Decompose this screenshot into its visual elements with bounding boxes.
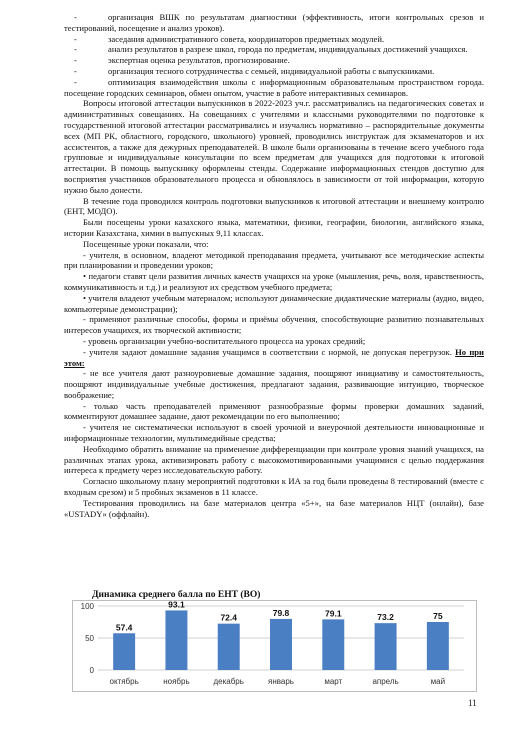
data-label: 75 xyxy=(433,611,443,621)
bar xyxy=(427,622,449,670)
paragraph-text: Необходимо обратить внимание на применение дифференциации при контроле уровня знаний учащихся, на различных этапах урока, активизировать работу с высокомотивированными учащимися с целью поддержания интереса к предмету через исследовательскую работу. xyxy=(64,443,484,476)
bar xyxy=(218,624,240,670)
paragraph xyxy=(64,239,484,250)
paragraph-text: - учителя не систематически используют в своей урочной и внеурочной деятельности инновационные и информационные технологии, мультимедийные средства; xyxy=(64,422,484,444)
paragraph xyxy=(64,336,484,347)
x-tick-label: ноябрь xyxy=(163,677,190,686)
paragraph-text: экспертная оценка результатов, прогнозирование. xyxy=(108,55,290,66)
x-tick-label: март xyxy=(324,677,343,686)
bar xyxy=(165,610,187,670)
paragraph-text: оптимизация взаимодействия школы с информационным образовательным пространством города. посещение городских семинаров, обмен опытом, участие в работе интерактивных семинаров. xyxy=(64,76,484,98)
paragraph-text: анализ результатов в разрезе школ, города по предметам, индивидуальных достижений учащихся. xyxy=(108,44,468,55)
x-tick-label: октябрь xyxy=(109,677,139,686)
data-label: 57.4 xyxy=(115,622,133,633)
emphasis-text: Но при этом: xyxy=(64,346,484,368)
y-tick-label: 100 xyxy=(80,602,94,611)
list-dash: - xyxy=(74,12,77,22)
list-item xyxy=(64,55,484,66)
x-tick-label: апрель xyxy=(372,677,399,686)
paragraph-text: организация ВШК по результатам диагностики (эффективность, итоги контрольных срезов и тестирований, посещение и анализ уроков). xyxy=(64,12,484,33)
paragraph xyxy=(64,293,484,315)
page-number: 11 xyxy=(468,698,477,708)
paragraph xyxy=(64,196,484,218)
x-tick-label: декабрь xyxy=(213,677,244,686)
paragraph-text: - учителя задают домашние задания учащимся в соответствии с нормой, не допуская перегрузок. xyxy=(83,346,452,357)
paragraph xyxy=(64,422,484,444)
paragraph-text: Согласно школьному плану мероприятий подготовки к ИА за год были проведены 8 тестирований (вместе с входным срезом) и 5 пробных экзаменов в 11 классе. xyxy=(64,476,484,498)
list-item xyxy=(64,66,484,77)
list-dash: - xyxy=(74,44,77,55)
bar xyxy=(270,619,292,670)
paragraph-text: организация тесного сотрудничества с семьей, индивидуальной работы с выпускниками. xyxy=(108,65,435,76)
paragraph-text: заседания административного совета, координаторов предметных модулей. xyxy=(108,33,385,44)
paragraph-text: - уровень организации учебно-воспитательного процесса на уроках средний; xyxy=(83,335,366,346)
paragraph-text: Были посещены уроки казахского языка, математики, физики, географии, биологии, английского языка, истории Казахстана, химии в выпускных 9,11 классах. xyxy=(64,217,484,238)
bar xyxy=(375,623,397,670)
list-dash: - xyxy=(74,65,77,76)
chart-title: Динамика среднего балла по ЕНТ (ВО) xyxy=(92,590,261,600)
paragraph-text: Тестирования проводились на базе материалов центра «5+», на базе материалов НЦТ (онлайн), базе «USTADY» (оффлайн). xyxy=(64,497,484,519)
paragraph xyxy=(64,217,484,239)
paragraph xyxy=(64,476,484,498)
data-label: 73.2 xyxy=(377,612,394,623)
paragraph xyxy=(64,368,484,400)
data-label: 79.1 xyxy=(325,608,342,619)
list-item xyxy=(64,77,484,99)
y-tick-label: 50 xyxy=(85,634,94,643)
paragraph-text: В течение года проводился контроль подготовки выпускников к итоговой аттестации и внешнему контролю (ЕНТ, МОДО). xyxy=(64,195,484,217)
paragraph-text: Посещенные уроки показали, что: xyxy=(83,238,209,249)
data-label: 72.4 xyxy=(220,612,237,623)
paragraph xyxy=(64,498,484,520)
paragraph-text: - применяют различные способы, формы и приёмы обучения, способствующие развитию познавательных интересов учащихся, их творческой активности; xyxy=(64,314,484,336)
paragraph xyxy=(64,347,484,369)
x-tick-label: май xyxy=(430,677,446,686)
bar-chart xyxy=(72,600,477,692)
bar xyxy=(113,633,135,670)
paragraph xyxy=(64,98,484,195)
paragraph-text: - только часть преподавателей применяют разнообразные формы проверки домашних заданий, комментируют домашнее задание, дают рекомендации по его выполнению; xyxy=(64,400,484,422)
paragraph-text: • педагоги ставят цели развития личных качеств учащихся на уроке (мышления, речь, воля, нравственность, коммуникативность и т.д.) и реализуют их средством учебного предмета; xyxy=(64,271,484,292)
list-dash: - xyxy=(74,76,77,87)
list-item xyxy=(64,44,484,55)
paragraph xyxy=(64,314,484,336)
paragraph-text: - не все учителя дают разноуровневые домашние задания, поощряют инициативу и самостоятельность, поощряют индивидуальные учебные достижения, предлагают задания, развивающие интуицию, творческое воображение; xyxy=(64,368,484,400)
list-item xyxy=(64,12,484,34)
bar xyxy=(322,619,344,670)
paragraph xyxy=(64,401,484,423)
paragraph-text: • учителя владеют учебным материалом; используют динамические дидактические материалы (аудио, видео, компьютерные демонстрации); xyxy=(64,292,484,314)
list-item xyxy=(64,34,484,45)
paragraph-text: - учителя, в основном, владеют методикой преподавания предмета, учитывают все методические аспекты при планировании и проведении уроков; xyxy=(64,249,484,271)
list-dash: - xyxy=(74,55,77,66)
paragraph xyxy=(64,444,484,476)
paragraph-text: Вопросы итоговой аттестации выпускников в 2022-2023 уч.г. рассматривались на педагогических советах и административных совещаниях. На совещаниях с учителями и классными руководителями по подготовке к государственной итоговой аттестации рассматривались и изучались нормативно – распорядительные документы всех (МП РК, областного, городского, школьного) уровней, проводились инструктаж для экзаменаторов и их ассистентов, а также для дежурных преподавателей. В школе были организованы в течение всего учебного года групповые и индивидуальные консультации по всем предметам для учащихся для подготовки к итоговой аттестации. В помощь выпускнику оформлены стенды. Содержание информационных стендов доступно для восприятия участников образовательного процесса и обновлялось в зависимости от той информации, которую нужно было донести. xyxy=(64,98,484,195)
paragraph xyxy=(64,250,484,272)
data-label: 79.8 xyxy=(272,607,290,618)
document-body xyxy=(64,12,484,519)
y-tick-label: 0 xyxy=(89,666,94,675)
paragraph xyxy=(64,271,484,293)
x-tick-label: январь xyxy=(268,677,294,686)
data-label: 93.1 xyxy=(168,600,185,610)
list-dash: - xyxy=(74,33,77,44)
